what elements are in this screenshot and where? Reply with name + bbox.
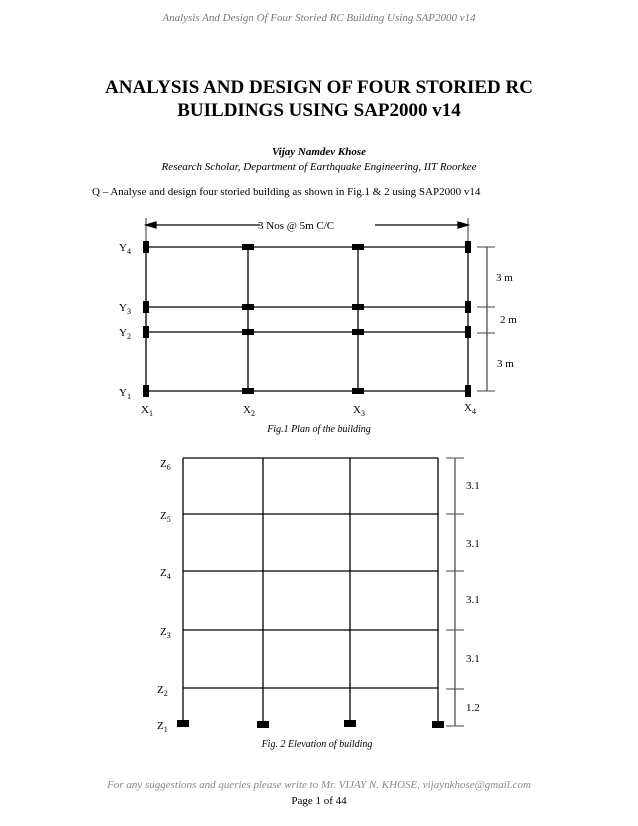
column-marker [465,241,471,253]
plan-caption: Fig.1 Plan of the building [267,424,371,435]
grid-label-y1: $Y_1$ [119,387,131,401]
plan-dim-2: 2 m [500,314,517,326]
storey-height-3: 3.1 [466,594,480,606]
column-marker [143,385,149,397]
author-name: Vijay Namdev Khose [271,146,367,158]
level-label-z2: $Z_2$ [157,684,168,698]
column-marker [242,388,254,394]
plan-figure [143,218,495,397]
column-marker [242,244,254,250]
grid-label-y4: $Y_4$ [119,242,131,256]
column-marker [242,304,254,310]
level-label-z6: $Z_6$ [160,458,171,472]
level-label-z5: $Z_5$ [160,510,171,524]
plan-dim-1: 3 m [496,272,513,284]
plan-dim-3: 3 m [497,358,514,370]
grid-label-y2: $Y_2$ [119,327,131,341]
storey-height-4: 3.1 [466,653,480,665]
column-marker [465,326,471,338]
page-number: Page 1 of 44 [291,795,347,807]
grid-label-x3: $X_3$ [353,404,365,418]
column-marker [352,329,364,335]
footer-note: For any suggestions and queries please write to Mr. VIJAY N. KHOSE, vijaynkhose@gmail.com [107,779,531,791]
column-marker [352,304,364,310]
column-marker [143,326,149,338]
elevation-caption: Fig. 2 Elevation of building [261,739,373,750]
column-marker [143,241,149,253]
storey-height-5: 1.2 [466,702,480,714]
grid-label-x2: $X_2$ [243,404,255,418]
title-line-2: BUILDINGS USING SAP2000 v14 [177,100,461,121]
title-line-1: ANALYSIS AND DESIGN OF FOUR STORIED RC [105,77,533,98]
column-marker [352,388,364,394]
column-marker [143,301,149,313]
storey-height-2: 3.1 [466,538,480,550]
running-header: Analysis And Design Of Four Storied RC Building Using SAP2000 v14 [162,12,476,24]
grid-label-x4: $X_4$ [464,402,476,416]
author-affiliation: Research Scholar, Department of Earthquake Engineering, IIT Roorkee [161,161,477,173]
column-marker [465,385,471,397]
level-label-z1: $Z_1$ [157,720,168,734]
column-marker [352,244,364,250]
level-label-z3: $Z_3$ [160,626,171,640]
column-marker [242,329,254,335]
column-marker [465,301,471,313]
plan-span-label: 3 Nos @ 5m C/C [258,220,335,232]
grid-label-x1: $X_1$ [141,404,153,418]
elevation-figure [177,458,464,728]
storey-height-1: 3.1 [466,480,480,492]
question-text: Q – Analyse and design four storied building as shown in Fig.1 & 2 using SAP2000 v14 [92,186,481,198]
level-label-z4: $Z_4$ [160,567,171,581]
grid-label-y3: $Y_3$ [119,302,131,316]
